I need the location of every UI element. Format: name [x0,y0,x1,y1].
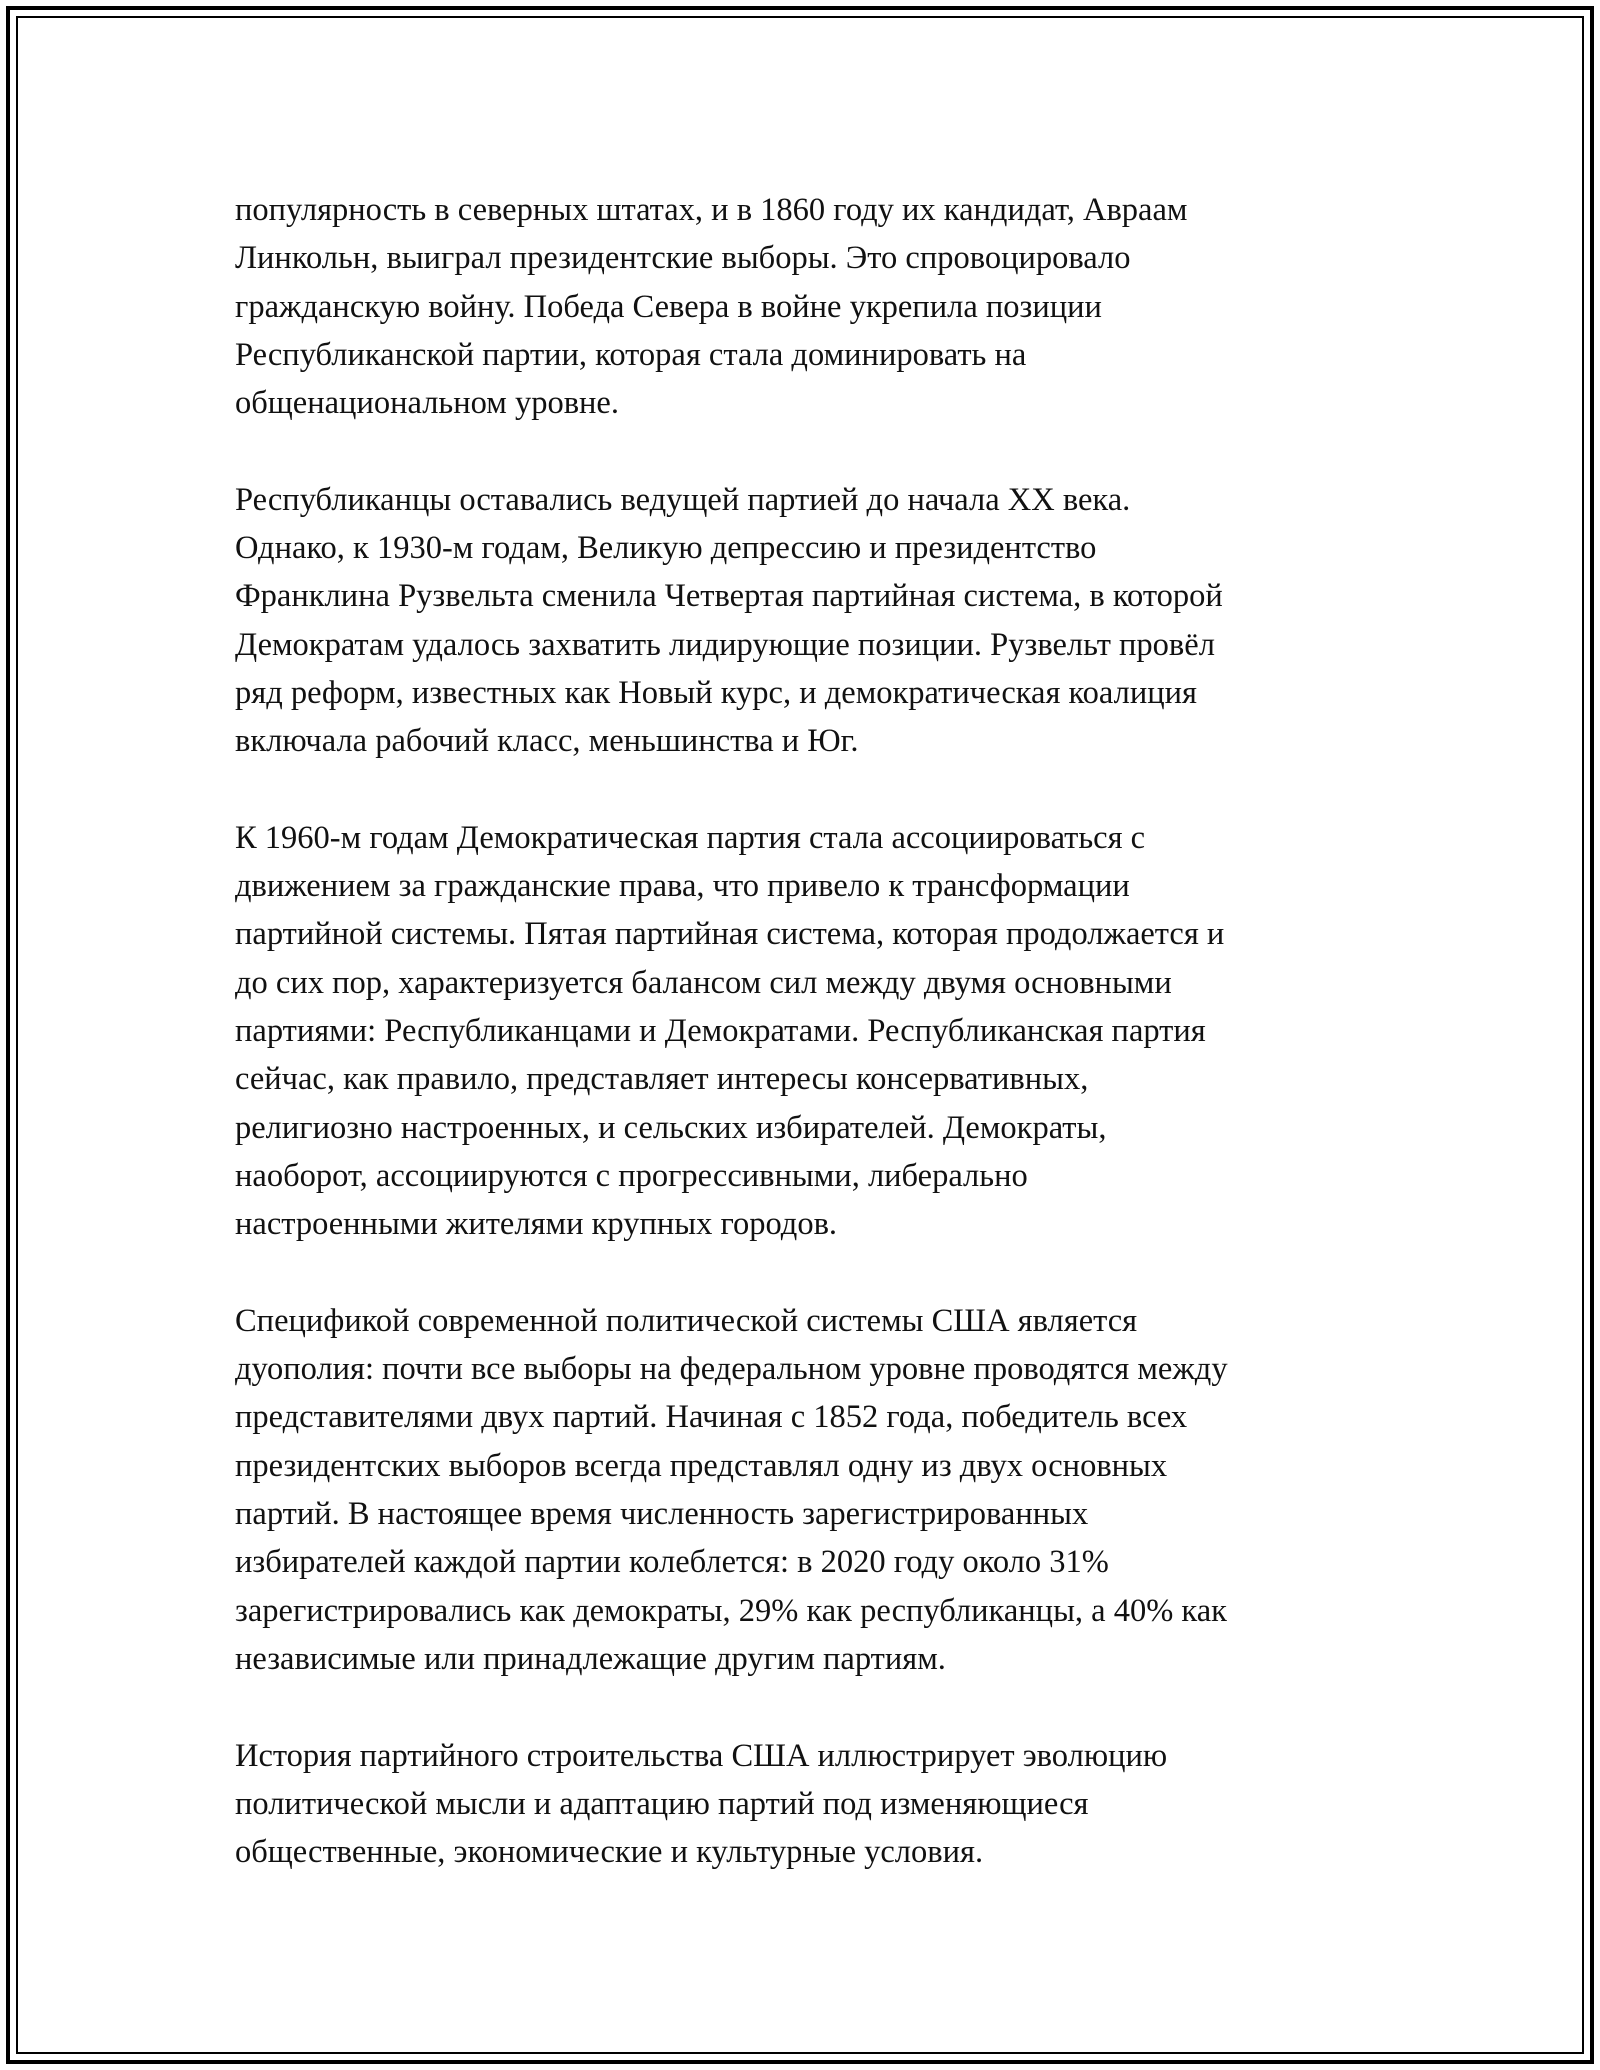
paragraph-duopoly [235,1297,1375,1683]
text-line: политической мысли и адаптацию партий под изменяющиеся [235,1785,1089,1822]
text-line: включала рабочий класс, меньшинства и Юг. [235,723,859,760]
text-line: настроенными жителями крупных городов. [235,1206,838,1243]
text-line: партий. В настоящее время численность зарегистрированных [235,1496,1089,1533]
paragraph-fifth-party-system [235,814,1375,1249]
text-line: Республиканской партии, которая стала доминировать на [235,336,1027,373]
text-line: Республиканцы оставались ведущей партией до начала XX века. [235,481,1131,518]
text-line: независимые или принадлежащие другим партиям. [235,1640,946,1677]
text-line: представителями двух партий. Начиная с 1852 года, победитель всех [235,1399,1188,1436]
text-line: движением за гражданские права, что привело к трансформации [235,868,1130,905]
text-line: до сих пор, характеризуется балансом сил между двумя основными [235,964,1172,1001]
text-line: наоборот, ассоциируются с прогрессивными, либерально [235,1157,1028,1194]
text-line: Спецификой современной политической системы США является [235,1302,1138,1339]
text-line: общенациональном уровне. [235,385,619,422]
text-line: К 1960-м годам Демократическая партия стала ассоциироваться с [235,819,1146,856]
text-line: Линкольн, выиграл президентские выборы. Это спровоцировало [235,240,1131,277]
text-line: религиозно настроенных, и сельских избирателей. Демократы, [235,1109,1107,1146]
text-line: популярность в северных штатах, и в 1860 году их кандидат, Авраам [235,192,1188,228]
text-line: Однако, к 1930-м годам, Великую депрессию и президентство [235,530,1097,567]
paragraph-conclusion [235,1732,1375,1877]
text-line: партийной системы. Пятая партийная система, которая продолжается и [235,916,1225,953]
text-line: президентских выборов всегда представлял одну из двух основных [235,1447,1168,1484]
text-line: партиями: Республиканцами и Демократами. Республиканская партия [235,1013,1206,1050]
text-line: сейчас, как правило, представляет интересы консервативных, [235,1061,1089,1098]
text-line: Демократам удалось захватить лидирующие позиции. Рузвельт провёл [235,626,1215,663]
document-body [235,186,1375,1925]
text-line: общественные, экономические и культурные условия. [235,1834,984,1871]
text-line: зарегистрировались как демократы, 29% как республиканцы, а 40% как [235,1592,1227,1629]
text-line: дуополия: почти все выборы на федеральном уровне проводятся между [235,1351,1228,1388]
paragraph-lincoln [235,186,1375,427]
text-line: ряд реформ, известных как Новый курс, и демократическая коалиция [235,674,1197,711]
text-line: избирателей каждой партии колеблется: в 2020 году около 31% [235,1544,1109,1581]
text-line: История партийного строительства США иллюстрирует эволюцию [235,1737,1168,1774]
paragraph-fourth-party-system [235,476,1375,766]
text-line: гражданскую войну. Победа Севера в войне укрепила позиции [235,288,1102,325]
text-line: Франклина Рузвельта сменила Четвертая партийная система, в которой [235,578,1223,615]
